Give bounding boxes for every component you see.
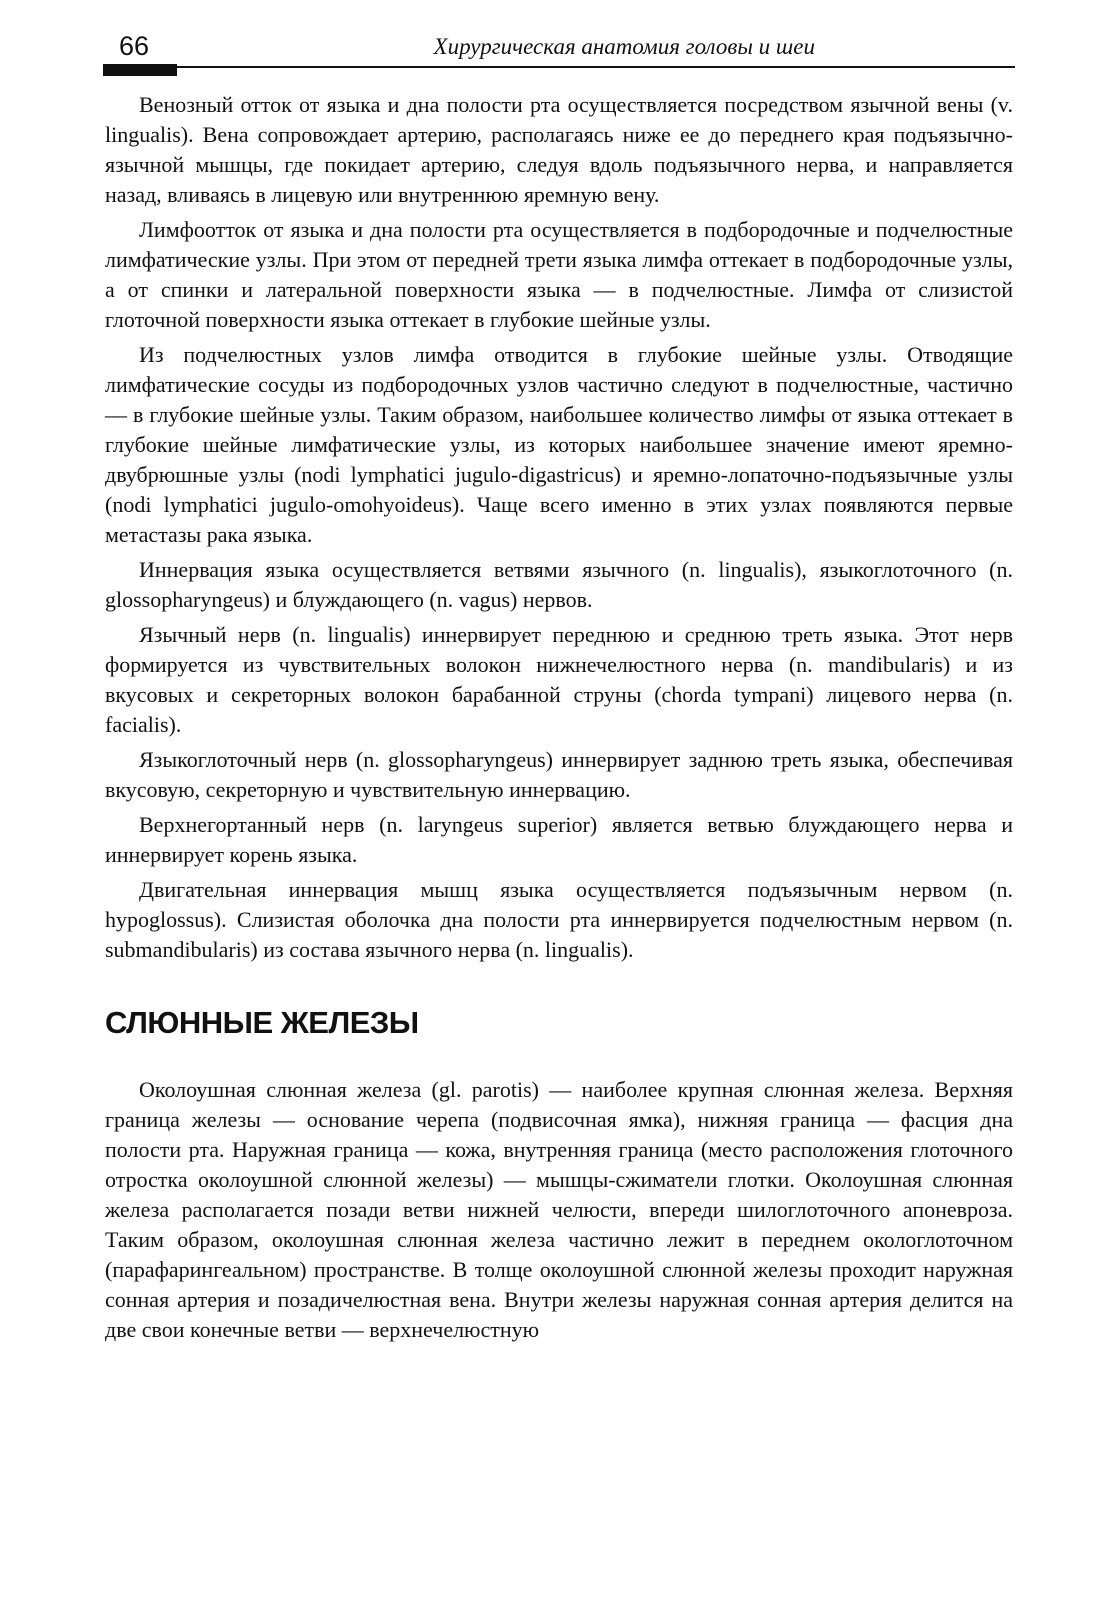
page-number: 66: [119, 31, 150, 61]
page-header: [103, 28, 1015, 76]
paragraph-innervation: Иннервация языка осуществляется ветвями язычного (n. lingualis), языкоглоточного (n. glossopharyngeus) и блуждающего (n. vagus) нервов.: [105, 557, 1013, 612]
header-rule: [103, 66, 1015, 68]
paragraph-laryngeal-nerve: Верхнегортанный нерв (n. laryngeus superior) является ветвью блуждающего нерва и иннервирует корень языка.: [105, 812, 1013, 867]
header-marker-block: [103, 64, 177, 76]
section-heading: СЛЮННЫЕ ЖЕЛЕЗЫ: [105, 1005, 419, 1040]
paragraph-lymph-outflow: Лимфоотток от языка и дна полости рта осуществляется в подбородочные и подчелюстные лимфатические узлы. При этом от передней трети языка лимфа оттекает в подбородочные узлы, а от спинки и латеральной поверхности языка — в подчелюстные. Лимфа от слизистой глоточной поверхности языка оттекает в глубокие шейные узлы.: [105, 217, 1013, 332]
paragraph-lymph-nodes: Из подчелюстных узлов лимфа отводится в глубокие шейные узлы. Отводящие лимфатические сосуды из подбородочных узлов частично следуют в подчелюстные, частично — в глубокие шейные узлы. Таким образом, наибольшее количество лимфы от языка оттекает в глубокие шейные лимфатические узлы, из которых наибольшее значение имеют яремно-двубрюшные узлы (nodi lymphatici jugulo-digastricus) и яремно-лопаточно-подъязычные узлы (nodi lymphatici jugulo-omohyoideus). Чаще всего именно в этих узлах появляются первые метастазы рака языка.: [105, 342, 1013, 547]
running-title: Хирургическая анатомия головы и шеи: [433, 34, 815, 59]
paragraph-parotid-gland: Околоушная слюнная железа (gl. parotis) — наиболее крупная слюнная железа. Верхняя граница железы — основание черепа (подвисочная ямка), нижняя граница — фасция дна полости рта. Наружная граница — кожа, внутренняя граница (место расположения глоточного отростка околоушной слюнной железы) — мышцы-сжиматели глотки. Околоушная слюнная железа располагается позади ветви нижней челюсти, впереди шилоглоточного апоневроза. Таким образом, околоушная слюнная железа частично лежит в переднем окологлоточном (парафарингеальном) пространстве. В толще околоушной слюнной железы проходит наружная сонная артерия и позадичелюстная вена. Внутри железы наружная сонная артерия делится на две свои конечные ветви — верхнечелюстную: [105, 1077, 1013, 1342]
page-body: [105, 90, 1013, 1350]
paragraph-lingual-nerve: Язычный нерв (n. lingualis) иннервирует переднюю и среднюю треть языка. Этот нерв формируется из чувствительных волокон нижнечелюстного нерва (n. mandibularis) и из вкусовых и секреторных волокон барабанной струны (chorda tympani) лицевого нерва (n. facialis).: [105, 622, 1013, 737]
paragraph-glossopharyngeal-nerve: Языкоглоточный нерв (n. glossopharyngeus) иннервирует заднюю треть языка, обеспечивая вкусовую, секреторную и чувствительную иннервацию.: [105, 747, 1013, 802]
paragraph-venous-outflow: Венозный отток от языка и дна полости рта осуществляется посредством язычной вены (v. lingualis). Вена сопровождает артерию, располагаясь ниже ее до переднего края подъязычно-язычной мышцы, где покидает артерию, следуя вдоль подъязычного нерва, и направляется назад, вливаясь в лицевую или внутреннюю яремную вену.: [105, 92, 1013, 207]
paragraph-motor-innervation: Двигательная иннервация мышц языка осуществляется подъязычным нервом (n. hypoglossus). Слизистая оболочка дна полости рта иннервируется подчелюстным нервом (n. submandibularis) из состава язычного нерва (n. lingualis).: [105, 877, 1013, 962]
